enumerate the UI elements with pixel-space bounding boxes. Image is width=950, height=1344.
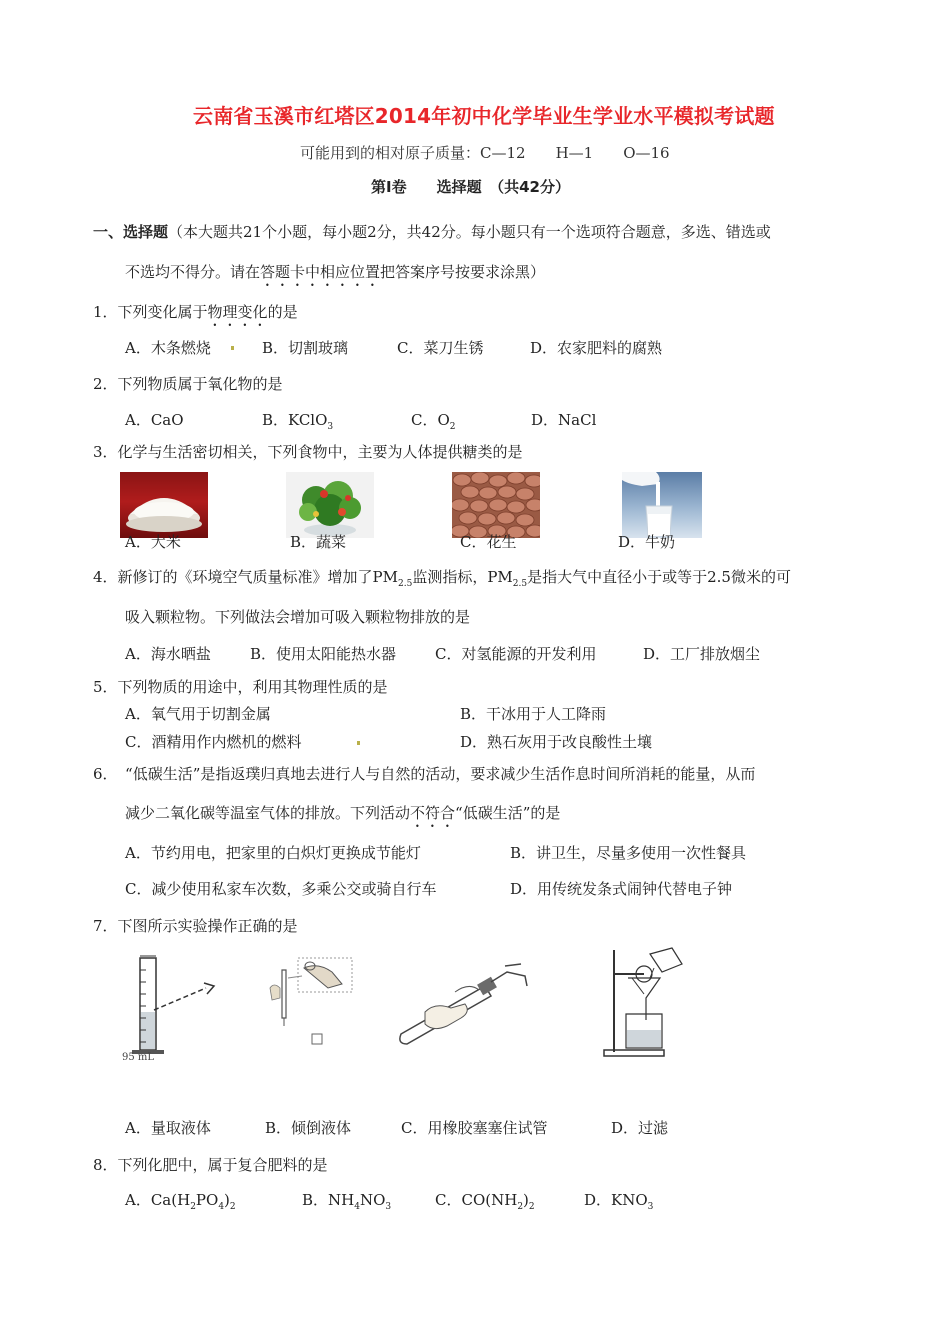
q8-b-2: NO <box>359 1191 386 1209</box>
q2-b-main: B．KClO <box>262 411 328 429</box>
part1-desc-b1: 不选均不得分。请在 <box>125 263 261 281</box>
q8-c-2: ) <box>523 1191 529 1209</box>
q8-option-a <box>125 1189 236 1212</box>
q8-d-1: D．KNO <box>584 1191 648 1209</box>
part1-desc-emphasis: 答题卡中相应位置 <box>260 263 381 281</box>
q7-option-d: D．过滤 <box>611 1119 669 1137</box>
q4-option-b: B．使用太阳能热水器 <box>250 645 397 663</box>
q1-stem <box>93 301 298 330</box>
q1-option-c: C．菜刀生锈 <box>397 339 484 357</box>
q6-option-c: C．减少使用私家车次数，多乘公交或骑自行车 <box>125 880 437 898</box>
q8-d-sub1: 3 <box>647 1202 654 1212</box>
rice-photo <box>120 472 208 538</box>
vegetables-photo <box>286 472 374 538</box>
peanuts-illustration <box>452 472 540 538</box>
q4-l1-sub2: 2.5 <box>512 579 528 589</box>
q8-a-3: ) <box>224 1191 230 1209</box>
q2-b-sub: 3 <box>327 422 334 432</box>
q3-option-d: D．牛奶 <box>618 533 676 551</box>
atomic-mass-note: 可能用到的相对原子质量：C—12 H—1 O—16 <box>300 144 670 162</box>
q8-c-sub1: 2 <box>517 1202 524 1212</box>
q1-option-b: B．切割玻璃 <box>262 339 349 357</box>
q1-stem-a: 1．下列变化属于 <box>93 303 208 321</box>
q2-c-main: C．O <box>411 411 450 429</box>
q8-a-sub1: 2 <box>190 1202 196 1212</box>
q4-line1 <box>93 566 791 589</box>
q4-l1b: 监测指标，PM <box>412 568 513 586</box>
part1-instructions-line2 <box>125 261 545 290</box>
graduated-cylinder-figure <box>118 950 218 1065</box>
q1-stem-c: 的是 <box>267 303 298 321</box>
page-title: 云南省玉溪市红塔区2014年初中化学毕业生学业水平模拟考试题 <box>193 104 775 128</box>
q8-b-sub2: 3 <box>385 1202 392 1212</box>
pouring-liquid-figure <box>262 948 362 1063</box>
q3-stem: 3．化学与生活密切相关，下列食物中，主要为人体提供糖类的是 <box>93 443 523 461</box>
section-heading: 第Ⅰ卷 选择题 （共42分） <box>371 178 570 196</box>
q2-option-d: D．NaCl <box>531 411 597 429</box>
part1-desc-a: （本大题共21个小题，每小题2分，共42分。每小题只有一个选项符合题意，多选、错选或 <box>168 223 771 241</box>
part1-instructions-line1 <box>93 221 771 242</box>
q6-option-b: B．讲卫生，尽量多使用一次性餐具 <box>510 844 747 862</box>
q8-option-b <box>302 1189 391 1212</box>
q7-figure-a-label: 95 mL <box>122 1052 155 1063</box>
q4-l1-sub: 2.5 <box>398 579 413 589</box>
q8-a-2: PO <box>195 1191 219 1209</box>
q4-l1c: 是指大气中直径小于或等于2.5微米的可 <box>527 568 791 586</box>
q3-option-b: B．蔬菜 <box>290 533 347 551</box>
q8-option-d <box>584 1189 653 1212</box>
q1-option-d: D．农家肥料的腐熟 <box>530 339 663 357</box>
q2-stem: 2．下列物质属于氧化物的是 <box>93 375 283 393</box>
q5-option-a: A．氧气用于切割金属 <box>125 705 271 723</box>
print-speck <box>357 741 360 745</box>
q8-b-1: B．NH <box>302 1191 355 1209</box>
q7-option-b: B．倾倒液体 <box>265 1119 352 1137</box>
q8-option-c <box>435 1189 535 1212</box>
print-speck <box>231 346 234 350</box>
q2-c-sub: 2 <box>449 422 456 432</box>
q7-option-c: C．用橡胶塞塞住试管 <box>401 1119 548 1137</box>
part1-heading: 一、选择题 <box>93 223 169 241</box>
q4-option-a: A．海水晒盐 <box>125 645 211 663</box>
q8-b-sub1: 4 <box>354 1202 360 1212</box>
q8-a-sub3: 2 <box>229 1202 236 1212</box>
q8-a-1: A．Ca(H <box>125 1191 191 1209</box>
q4-option-c: C．对氢能源的开发利用 <box>435 645 597 663</box>
q5-option-c: C．酒精用作内燃机的燃料 <box>125 733 302 751</box>
q7-option-a: A．量取液体 <box>125 1119 211 1137</box>
q6-l2a: 减少二氧化碳等温室气体的排放。下列活动 <box>125 804 411 822</box>
peanuts-photo <box>452 472 540 538</box>
q2-option-a: A．CaO <box>125 411 184 429</box>
q6-l2c: “低碳生活”的是 <box>455 804 561 822</box>
q2-option-c <box>411 409 456 432</box>
q8-c-sub2: 2 <box>528 1202 535 1212</box>
q8-stem: 8．下列化肥中，属于复合肥料的是 <box>93 1156 328 1174</box>
salad-illustration <box>286 472 374 538</box>
q8-c-1: C．CO(NH <box>435 1191 518 1209</box>
q8-a-sub2: 4 <box>218 1202 225 1212</box>
q4-option-d: D．工厂排放烟尘 <box>643 645 761 663</box>
part1-desc-b3: 把答案序号按要求涂黑） <box>380 263 546 281</box>
q5-option-b: B．干冰用于人工降雨 <box>460 705 607 723</box>
q6-line1: 6． “低碳生活”是指返璞归真地去进行人与自然的活动，要求减少生活作息时间所消耗的能量，从而 <box>93 765 756 783</box>
q3-option-c: C．花生 <box>460 533 517 551</box>
q3-option-a: A．大米 <box>125 533 181 551</box>
rice-bowl-illustration <box>120 472 208 538</box>
filtration-setup-figure <box>600 944 700 1062</box>
q1-option-a: A．木条燃烧 <box>125 339 211 357</box>
q6-option-a: A．节约用电，把家里的白炽灯更换成节能灯 <box>125 844 421 862</box>
q6-option-d: D．用传统发条式闹钟代替电子钟 <box>510 880 733 898</box>
q6-line2 <box>125 802 560 831</box>
q1-stem-emphasis: 物理变化 <box>207 303 268 321</box>
q4-line2: 吸入颗粒物。下列做法会增加可吸入颗粒物排放的是 <box>125 608 471 626</box>
q4-l1a: 4．新修订的《环境空气质量标准》增加了PM <box>93 568 398 586</box>
q2-option-b <box>262 409 333 432</box>
q5-stem: 5．下列物质的用途中，利用其物理性质的是 <box>93 678 388 696</box>
q5-option-d: D．熟石灰用于改良酸性土壤 <box>460 733 653 751</box>
q7-stem: 7．下图所示实验操作正确的是 <box>93 917 298 935</box>
milk-photo <box>622 472 702 538</box>
rubber-stopper-figure <box>395 952 535 1052</box>
q6-l2-emphasis: 不符合 <box>410 804 456 822</box>
milk-pour-illustration <box>622 472 702 538</box>
